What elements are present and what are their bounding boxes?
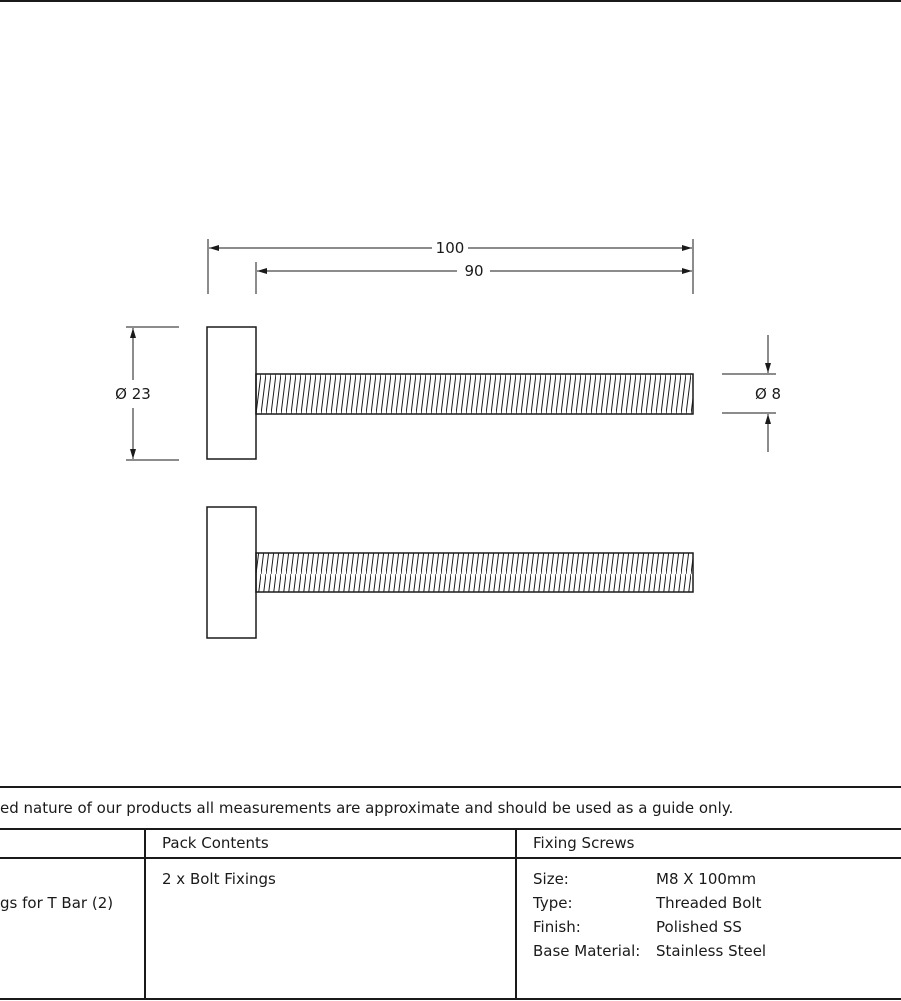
- spec-label-base-material: Base Material:: [533, 942, 641, 960]
- spec-value-type: Threaded Bolt: [656, 894, 762, 912]
- bolt-upper-head: [207, 327, 256, 459]
- product-description: gs for T Bar (2): [0, 894, 114, 912]
- bolt-upper: [207, 327, 693, 459]
- bolt-lower-head: [207, 507, 256, 638]
- disclaimer-note: ed nature of our products all measurements are approximate and should be used as a guide only.: [0, 799, 734, 817]
- spec-label-size: Size:: [533, 870, 569, 888]
- dimension-head-diameter-label: Ø 23: [115, 385, 151, 403]
- spec-label-type: Type:: [533, 894, 573, 912]
- bolt-upper-thread: [256, 374, 693, 414]
- bolt-lower-thread: [256, 553, 693, 592]
- spec-value-finish: Polished SS: [656, 918, 742, 936]
- pack-contents-value: 2 x Bolt Fixings: [162, 870, 276, 888]
- spec-value-base-material: Stainless Steel: [656, 942, 767, 960]
- bolt-lower: [207, 507, 693, 638]
- spec-label-finish: Finish:: [533, 918, 581, 936]
- dimension-overall-length-label: 100: [435, 239, 465, 257]
- spec-value-size: M8 X 100mm: [656, 870, 757, 888]
- dimension-thread-length-label: 90: [464, 262, 484, 280]
- dimension-thread-diameter-label: Ø 8: [754, 385, 782, 403]
- fixing-screws-header: Fixing Screws: [533, 834, 635, 852]
- pack-contents-header: Pack Contents: [162, 834, 269, 852]
